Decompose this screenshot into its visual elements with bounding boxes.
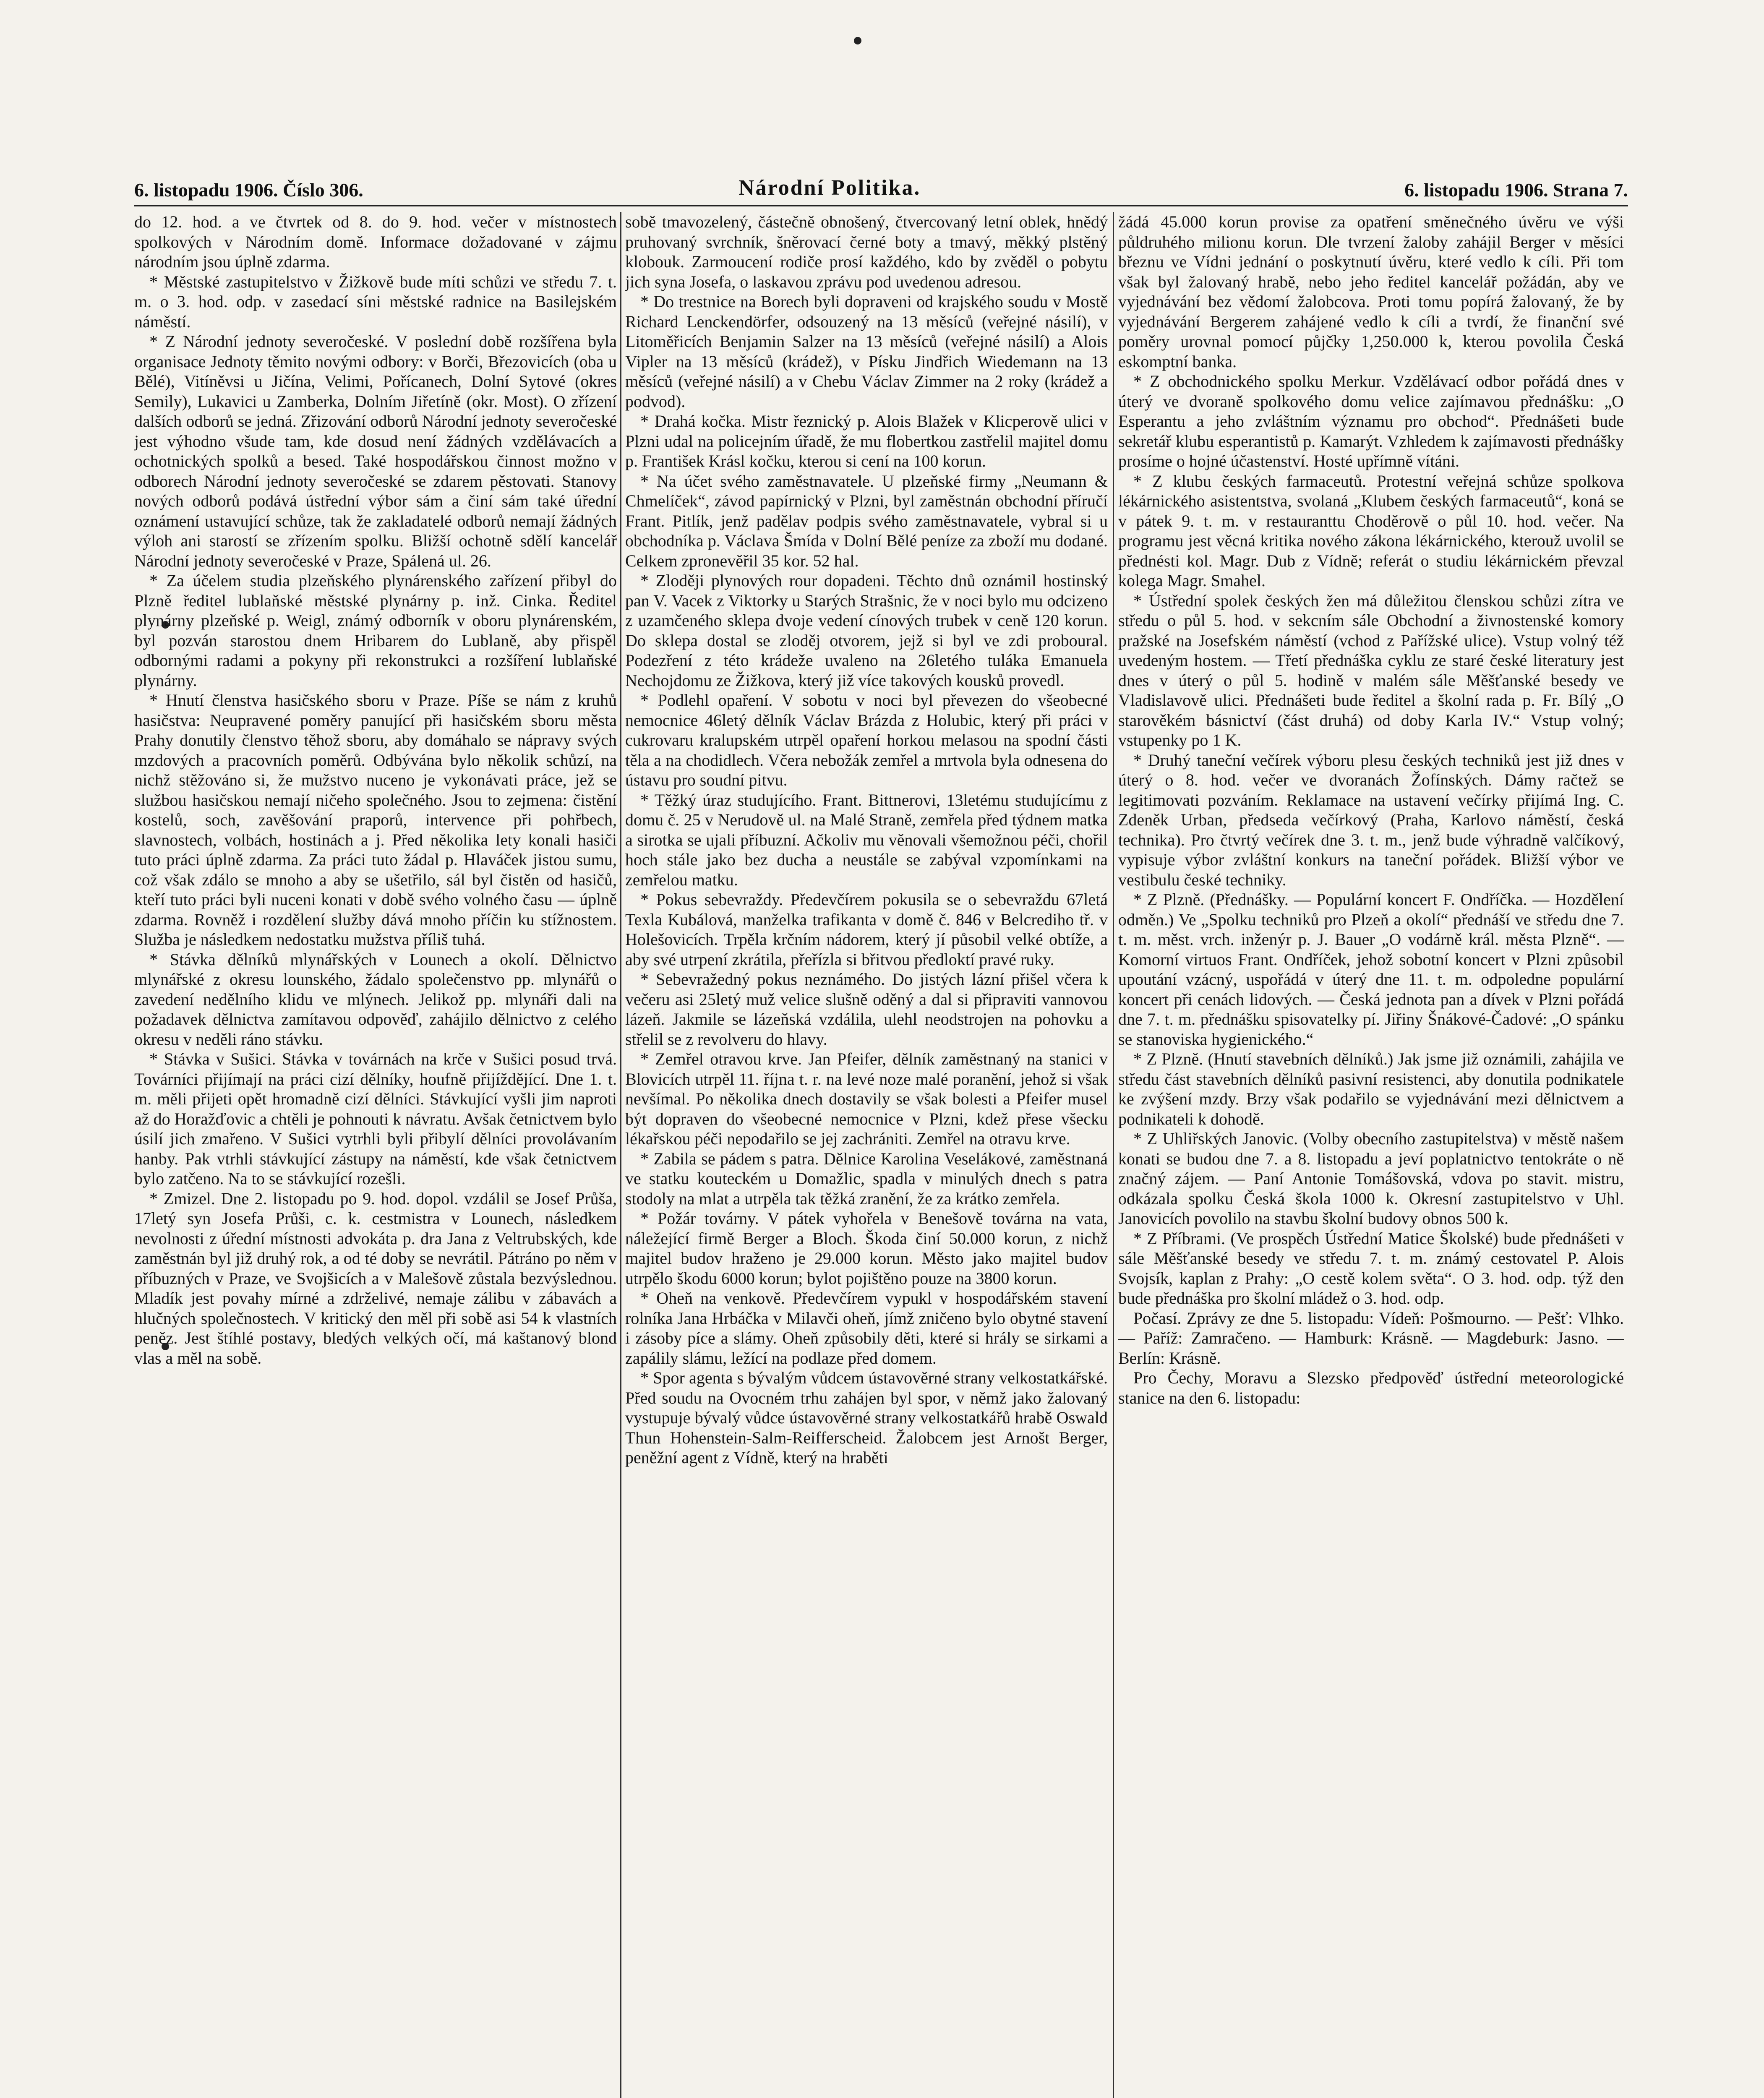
paragraph: * Těžký úraz studujícího. Frant. Bittnerovi, 13letému studujícímu z domu č. 25 v Nerudově ul. na Malé Straně, zemřela před týdnem matka a sirotka se ujali příbuzní. Ačkoliv mu věnovali všemožnou péči, chořil hoch stále jako bez ducha a neustále se zabýval vzpomínkami na zemřelou matku. (625, 790, 1108, 889)
paragraph: * Spor agenta s bývalým vůdcem ústavověrné strany velkostatkářské. Před soudu na Ovocném trhu zahájen byl spor, v němž jako žalovaný vystupuje bývalý vůdce ústavověrné strany velkostatkářů hrabě Oswald Thun Hohenstein-Salm-Reifferscheid. Žalobcem jest Arnošt Berger, peněžní agent z Vídně, který na hraběti (625, 1368, 1108, 1467)
paragraph: * Stávka v Sušici. Stávka v továrnách na krče v Sušici posud trvá. Továrníci přijímají na práci cizí dělníky, houfně přijíždějící. Dne 1. t. m. měli přijeti opět hromadně cizí dělníci. Stávkující vyšli jim naproti až do Horažďovic a chtěli je pohnouti k návratu. Avšak četnictvem bylo úsilí jich zmařeno. V Sušici vytrhli byli přibylí dělníci provolávaním hanby. Pak vtrhli stávkující zástupy na náměstí, kde však četnictvem bylo zatčeno. Na to se stávkující rozešli. (134, 1049, 617, 1188)
paragraph: * Z Příbrami. (Ve prospěch Ústřední Matice Školské) bude přednášeti v sále Měšťanské besedy ve středu 7. t. m. známý cestovatel P. Alois Svojsík, kaplan z Prahy: „O cestě kolem světa“. O 3. hod. odp. týž den bude přednáška pro školní mládež o 3. hod. odp. (1118, 1229, 1624, 1307)
paragraph: * Stávka dělníků mlynářských v Lounech a okolí. Dělnictvo mlynářské z okresu lounského, žádalo společenstvo pp. mlynářů o zavedení nedělního klidu ve mlýnech. Jelikož pp. mlynáři dali na požadavek dělnictva zamítavou odpověď, zahájilo dělnictvo z celého okresu v neděli ráno stávku. (134, 950, 617, 1049)
paragraph: Pro Čechy, Moravu a Slezsko předpověď ústřední meteorologické stanice na den 6. listopadu: (1118, 1368, 1624, 1407)
paragraph: * Sebevražedný pokus neznámého. Do jistých lázní přišel včera k večeru asi 25letý muž velice slušně oděný a dal si připraviti vannovou lázeň. Jakmile se lázeňská vzdálila, ulehl neodstrojen na pohovku a střelil se z revolveru do hlavy. (625, 970, 1108, 1049)
header-rule (134, 205, 1628, 206)
paragraph: Počasí. Zprávy ze dne 5. listopadu: Vídeň: Pošmourno. — Pešť: Vlhko. — Paříž: Zamračeno. — Hamburk: Krásně. — Magdeburk: Jasno. — Berlín: Krásně. (1118, 1308, 1624, 1367)
page-header (134, 175, 1628, 205)
paragraph: * Pokus sebevraždy. Předevčírem pokusila se o sebevraždu 67letá Texla Kubálová, manželka trafikanta v domě č. 846 v Belcrediho tř. v Holešovicích. Trpěla krčním nádorem, který jí působil velké obtíže, a aby své utrpení zkrátila, přeřízla si břitvou předloktí pravé ruky. (625, 890, 1108, 969)
header-date-issue: 6. listopadu 1906. Číslo 306. (134, 179, 363, 201)
header-date-page: 6. listopadu 1906. Strana 7. (1404, 179, 1628, 201)
paragraph: * Zabila se pádem s patra. Dělnice Karolina Veselákové, zaměstnaná ve statku kouteckém u Domažlic, spadla v minulých dnech s patra stodoly na mlat a utrpěla tak těžká zranění, že za krátko zemřela. (625, 1149, 1108, 1208)
paragraph: * Za účelem studia plzeňského plynárenského zařízení přibyl do Plzně ředitel lublaňské městské plynárny p. inž. Cinka. Ředitel plynárny plzeňské p. Weigl, známý odborník v oboru plynárenském, byl pozván starostou dnem Hribarem do Lublaně, aby přispěl odbornými radami a pokyny při rekonstrukci a rozšíření lublaňské plynárny. (134, 571, 617, 690)
paragraph: sobě tmavozelený, částečně obnošený, čtvercovaný letní oblek, hnědý pruhovaný svrchník, šněrovací černé boty a tmavý, měkký plstěný klobouk. Zarmoucení rodiče prosí každého, kdo by zvěděl o pobytu jich syna Josefa, o laskavou zprávu pod uvedenou adresou. (625, 212, 1108, 291)
text-column-2 (625, 212, 1108, 2098)
paragraph: * Drahá kočka. Mistr řeznický p. Alois Blažek v Klicperově ulici v Plzni udal na policejním úřadě, že mu flobertkou zastřelil majitel domu p. František Krásl kočku, kterou si cení na 100 korun. (625, 412, 1108, 470)
paragraph: * Zmizel. Dne 2. listopadu po 9. hod. dopol. vzdálil se Josef Průša, 17letý syn Josefa Průši, c. k. cestmistra v Lounech, následkem nevolnosti z úřední místnosti advokáta p. dra Jana z Veltrubských, kde zaměstnán byl již druhý rok, a od té doby se nevrátil. Pátráno po něm v příbuzných v Praze, ve Svojšicích a v Malešově zůstala bezvýslednou. Mladík jest povahy mírné a zdrželivé, nemaje zálibu v zábavách a hlučných společnostech. V kritický den měl při sobě asi 54 k vlastních peněz. Jest štíhlé postavy, bledých velkých očí, má kaštanový blond vlas a měl na sobě. (134, 1189, 617, 1367)
newspaper-title: Národní Politika. (738, 176, 921, 200)
paragraph: * Z Uhliřských Janovic. (Volby obecního zastupitelstva) v městě našem konati se budou dne 7. a 8. listopadu a jeví poplatnictvo tentokráte o ně značný zájem. — Paní Antonie Tomášovská, vdova po stavit. mistru, odkázala spolku Česká škola 1000 k. Okresní zastupitelstvo v Uhl. Janovicích povolilo na stavbu školní budovy obnos 500 k. (1118, 1129, 1624, 1228)
paragraph: do 12. hod. a ve čtvrtek od 8. do 9. hod. večer v místnostech spolkových v Národním domě. Informace dožadované v zájmu národním jsou úplně zdarma. (134, 212, 617, 271)
paragraph: * Zemřel otravou krve. Jan Pfeifer, dělník zaměstnaný na stanici v Blovicích utrpěl 11. října t. r. na levé noze malé poranění, jehož si však nevšímal. Po několika dnech dostavily se však bolesti a Pfeifer musel být dopraven do všeobecné nemocnice v Plzni, kdež přese všecku lékařskou péči nepodařilo se jej zachrániti. Zemřel na otravu krve. (625, 1049, 1108, 1148)
text-column-3 (1118, 212, 1624, 2098)
paragraph: * Zloději plynových rour dopadeni. Těchto dnů oznámil hostinský pan V. Vacek z Viktorky u Starých Strašnic, že v noci bylo mu odcizeno z uzamčeného sklepa dvoje vedení cínových trubek v ceně 120 korun. Do sklepa dostal se zloděj otvorem, jejž si byl ve zdi proboural. Podezření z této krádeže uvaleno na 26letého tuláka Emanuela Nechojdomu ze Žižkova, který již více takových kousků provedl. (625, 571, 1108, 690)
column-divider (1113, 212, 1114, 2098)
paragraph: * Na účet svého zaměstnavatele. U plzeňské firmy „Neumann & Chmelíček“, závod papírnický v Plzni, byl zaměstnán obchodní příručí Frant. Pitlík, jenž padělav podpis svého zaměstnavatele, vybral si u obchodníka p. Václava Šmída v Dolní Bělé peníze za zboží mu dodané. Celkem zpronevěřil 35 kor. 52 hal. (625, 471, 1108, 570)
text-column-1 (134, 212, 617, 2098)
paragraph: * Do trestnice na Borech byli dopraveni od krajského soudu v Mostě Richard Lenckendörfer, odsouzený na 13 měsíců (veřejné násilí), v Litoměřicích Benjamin Salzer na 13 měsíců (veřejné násilí) a Alois Vipler na 13 měsíců (krádež), v Písku Jindřich Wiedemann na 13 měsíců (veřejné násilí) a v Chebu Václav Zimmer na 2 roky (krádež a podvod). (625, 292, 1108, 411)
paragraph: * Druhý taneční večírek výboru plesu českých techniků jest již dnes v úterý o 8. hod. večer ve dvoranách Žofínských. Dámy račtež se legitimovati pozváním. Reklamace na ustavení večírky přijímá Ing. C. Zdeněk Urban, předseda večírkový (Praha, Karlovo náměstí, česká technika). Pro čtvrtý večírek dne 3. t. m., jenž bude výhradně valčíkový, vypisuje výbor zvláštní konkurs na taneční pořádek. Bližší výbor ve vestibulu české techniky. (1118, 750, 1624, 889)
paragraph: * Z Plzně. (Přednášky. — Populární koncert F. Ondříčka. — Hozdělení odměn.) Ve „Spolku techniků pro Plzeň a okolí“ přednáší ve středu dne 7. t. m. měst. vrch. inženýr p. J. Bauer „O vodárně král. města Plzně“. — Komorní virtuos Frant. Ondříček, jehož sobotní koncert v Plzni způsobil upoutání vzácný, uspořádá v úterý dne 11. t. m. odpoledne populární koncert při cenách lidových. — Česká jednota pan a dívek v Plzni pořádá dne 7. t. m. přednášku spisovatelky pí. Jiřiny Šnákové-Čadové: „O spánku se stanoviska hygienického.“ (1118, 890, 1624, 1049)
paragraph: * Z obchodnického spolku Merkur. Vzdělávací odbor pořádá dnes v úterý ve dvoraně spolkového domu velice zajímavou přednášku: „O Esperantu a jeho zvláštním významu pro obchod“. Přednášeti bude sekretář klubu esperantistů p. Kamarýt. Vzhledem k zajímavosti přednášky prosíme o hojné účastenství. Hosté upřímně vítáni. (1118, 372, 1624, 470)
paragraph: * Oheň na venkově. Předevčírem vypukl v hospodářském stavení rolníka Jana Hrbáčka v Milavči oheň, jímž zničeno bylo obytné stavení i zásoby píce a slámy. Oheň způsobily děti, které si hrály se sirkami a zapálily slámu, ležící na podlaze před domem. (625, 1289, 1108, 1367)
paragraph: * Z klubu českých farmaceutů. Protestní veřejná schůze spolkova lékárnického asistentstva, svolaná „Klubem českých farmaceutů“, koná se v pátek 9. t. m. v restauranttu Choděrově o půl 10. hod. večer. Na programu jest věcná kritika nového zákona lékárnického, kterouž uvolil se přednésti kol. Magr. Dub z Vídně; referát o studiu lékárnickém převzal kolega Magr. Smahel. (1118, 471, 1624, 590)
column-divider (620, 212, 621, 2098)
paragraph: * Z Plzně. (Hnutí stavebních dělníků.) Jak jsme již oznámili, zahájila ve středu část stavebních dělníků pasivní resistenci, aby donutila podnikatele ke zvýšení mzdy. Brzy však podařilo se vyjednávání mezi dělnictvem a podnikateli k dohodě. (1118, 1049, 1624, 1128)
paragraph: žádá 45.000 korun provise za opatření směnečného úvěru ve výši půldruhého milionu korun. Dle tvrzení žaloby zahájil Berger v měsíci březnu ve Vídni jednání o poskytnutí úvěru, které vedlo k cíli. Při tom však byl žalovaný hrabě, nebo jeho ředitel kancelář požádán, aby ve vyjednávání bez vědomí žalobcova. Proti tomu popírá žalovaný, že by vyjednávání Bergerem zahájené vedlo k cíli a tvrdí, že finanční své poměry urovnal pomocí půjčky 1,250.000 k, kterou povolila Česká eskomptní banka. (1118, 212, 1624, 371)
paragraph: * Z Národní jednoty severočeské. V poslední době rozšířena byla organisace Jednoty těmito novými odbory: v Borči, Březovicích (oba u Bělé), Vitíněvsi u Jičína, Velimi, Pořícanech, Dolní Sytové (okres Semily), Lukavici u Zamberka, Dolním Jiřetíně (okr. Most). O zřízení dalších odborů se jedná. Zřizování odborů Národní jednoty severočeské jest výhodno všude tam, kde dosud není žádných vzdělávacích a ochotnických spolků a besed. Také hospodářskou činnost možno v odborech Národní jednoty severočeské se zdarem pěstovati. Stanovy nových odborů podává ústřední výbor sám a činí sám také úřední oznámení ustavující schůze, tak že zakladatelé odborů nemají žádných výloh ani starostí se zřízením spolku. Bližší ochotně sdělí kancelář Národní jednoty severočeské v Praze, Spálená ul. 26. (134, 332, 617, 570)
paragraph: * Hnutí členstva hasičského sboru v Praze. Píše se nám z kruhů hasičstva: Neupravené poměry panující při hasičském sboru města Prahy donutily členstvo těhož sboru, aby domáhalo se nápravy svých mzdových a pracovních poměrů. Odbývána bylo několik schůzí, na nichž stěžováno si, že mužstvo nuceno je vykonávati práce, jež se službou hasičskou nemají ničeho společného. Jsou to zejmena: čistění kostelů, soch, zavěšování praporů, intervence při pohřbech, slavnostech, volbách, hostinách a j. Před několika lety konali hasiči tuto práci úplně zdarma. Za práci tuto žádal p. Hlaváček jistou sumu, což však zdálo se mnoho a aby se ušetřilo, sál byl čistěn od hasičů, kteří tuto práci byli nuceni konati v době svého volného času — úplně zdarma. Rovněž i rozdělení služby dává mnoho příčin ku stížnostem. Služba je následkem nedostatku mužstva příliš tuhá. (134, 691, 617, 949)
paragraph: * Požár továrny. V pátek vyhořela v Benešově továrna na vata, náležející firmě Berger a Bloch. Škoda činí 50.000 korun, z nichž majitel budov hraženo je 29.000 korun. Město jako majitel budov utrpělo škodu 6000 korun; bylot pojištěno pouze na 3800 korun. (625, 1209, 1108, 1288)
paragraph: * Ústřední spolek českých žen má důležitou členskou schůzi zítra ve středu o půl 5. hod. v sekcním sále Obchodní a živnostenské komory pražské na Josefském náměstí (vchod z Pařížské ulice). Vstup volný též uvedeným hostem. — Třetí přednáška cyklu ze staré české literatury jest dnes v úterý o půl 5. hodině v malém sále Měšťanské besedy ve Vladislavově ulici. Přednášeti bude ředitel a školní rada p. Fr. Bílý „O starověkém básnictví (část druhá) od doby Karla IV.“ Vstup volný; vstupenky po 1 K. (1118, 591, 1624, 749)
paragraph: * Městské zastupitelstvo v Žižkově bude míti schůzi ve středu 7. t. m. o 3. hod. odp. v zasedací síni městské radnice na Basilejském náměstí. (134, 272, 617, 331)
punch-hole-mark (854, 37, 861, 44)
paragraph: * Podlehl opaření. V sobotu v noci byl převezen do všeobecné nemocnice 46letý dělník Václav Brázda z Holubic, který při práci v cukrovaru kralupském utrpěl opaření horkou melasou na spodní části těla a na chodidlech. Včera nebožák zemřel a mrtvola byla odnesena do ústavu pro soudní pitvu. (625, 691, 1108, 789)
